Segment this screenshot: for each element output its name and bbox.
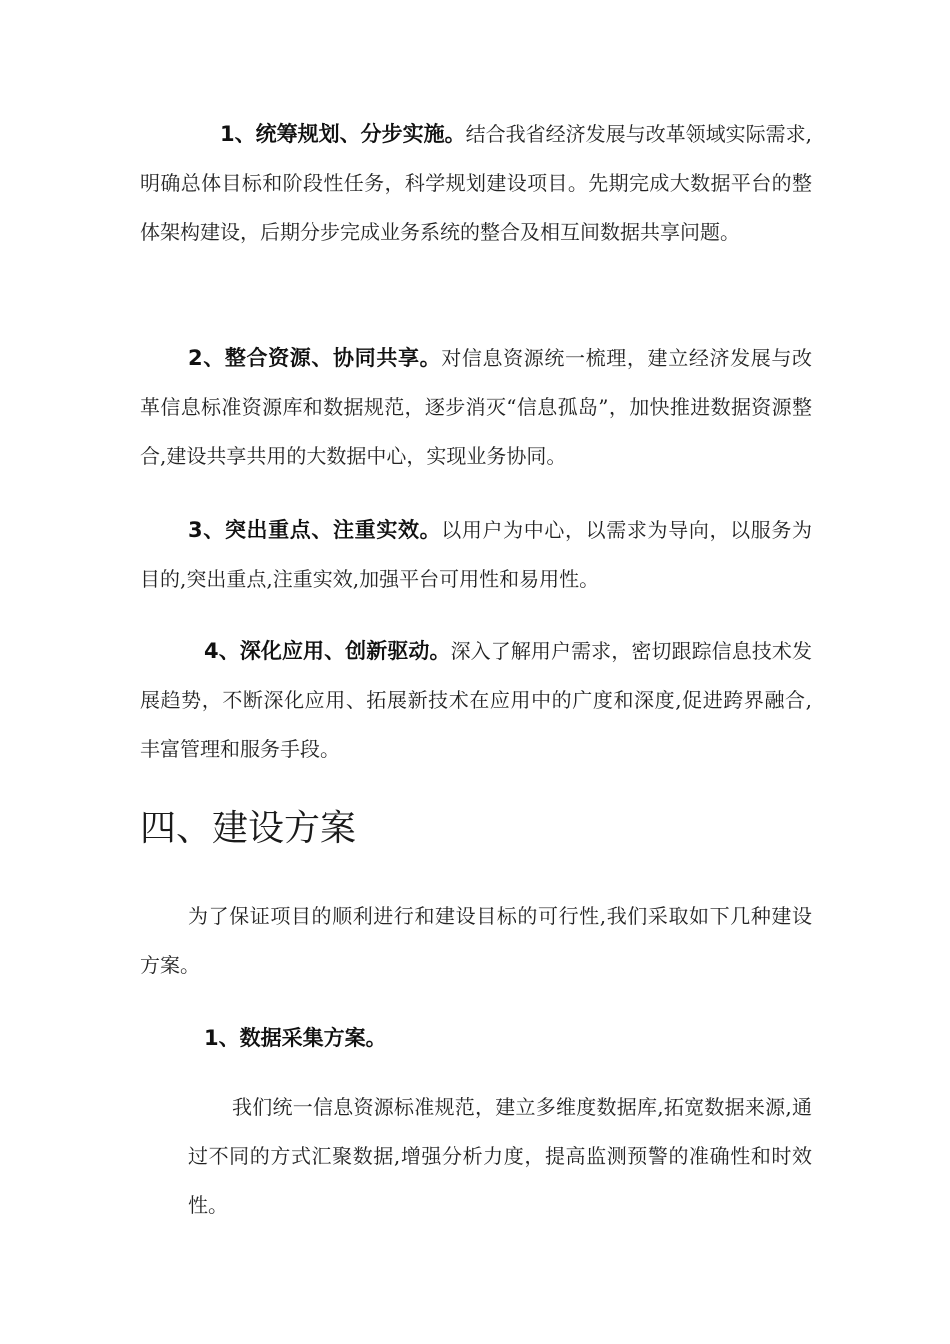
principle-1-text: 结合我省经济发展与改革领域实际需求,明确总体目标和阶段性任务，科学规划建设项目。先期完成大数据平台的整体架构建设，后期分步完成业务系统的整合及相互间数据共享问题。 [140, 122, 812, 244]
principle-4 [140, 627, 812, 774]
principle-3-text: 以用户为中心，以需求为导向，以服务为目的,突出重点,注重实效,加强平台可用性和易用性。 [140, 518, 812, 591]
principle-1-lead: 1、统筹规划、分步实施。 [220, 122, 466, 146]
principle-3 [140, 506, 812, 604]
principle-3-lead: 3、突出重点、注重实效。 [188, 518, 442, 542]
subsection-text: 我们统一信息资源标准规范，建立多维度数据库,拓宽数据来源,通过不同的方式汇聚数据,增强分析力度，提高监测预警的准确性和时效性。 [188, 1095, 812, 1217]
principle-2-lead: 2、整合资源、协同共享。 [188, 346, 442, 370]
principle-4-lead: 4、深化应用、创新驱动。 [204, 639, 451, 663]
section-intro: 为了保证项目的顺利进行和建设目标的可行性,我们采取如下几种建设方案。 [140, 904, 812, 977]
principle-2-text: 对信息资源统一梳理，建立经济发展与改革信息标准资源库和数据规范，逐步消灭“信息孤岛”，加快推进数据资源整合,建设共享共用的大数据中心，实现业务协同。 [140, 346, 812, 468]
principle-4-text: 深入了解用户需求，密切跟踪信息技术发展趋势，不断深化应用、拓展新技术在应用中的广度和深度,促进跨界融合,丰富管理和服务手段。 [140, 639, 812, 761]
principle-2 [140, 334, 812, 481]
principle-1 [140, 110, 812, 257]
subsection-heading: 1、数据采集方案。 [204, 1026, 387, 1050]
section-heading: 四、建设方案 [140, 808, 357, 849]
